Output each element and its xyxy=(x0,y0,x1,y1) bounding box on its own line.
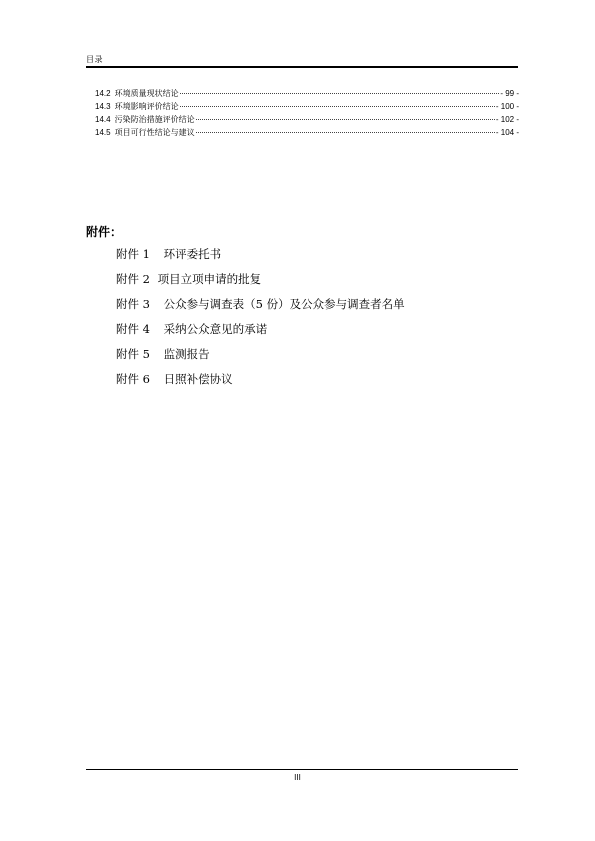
attachment-label: 附件 2 xyxy=(116,272,150,286)
toc-leader-dots xyxy=(180,106,495,107)
attachment-label: 附件 4 xyxy=(116,322,150,336)
header-title: 目录 xyxy=(86,55,103,64)
attachment-title: 公众参与调查表（5 份）及公众参与调查者名单 xyxy=(163,297,405,311)
attachment-title: 监测报告 xyxy=(163,347,210,361)
toc-leader-dots xyxy=(180,93,500,94)
attachment-item xyxy=(116,244,405,269)
attachment-item xyxy=(116,319,405,344)
attachment-label: 附件 3 xyxy=(116,297,150,311)
attachment-label: 附件 6 xyxy=(116,372,150,386)
attachment-item xyxy=(116,369,405,394)
toc-entry[interactable] xyxy=(95,113,519,126)
attachment-title: 项目立项申请的批复 xyxy=(157,272,262,286)
attachments-heading: 附件： xyxy=(86,225,123,239)
toc-entry[interactable] xyxy=(95,87,519,100)
toc-entry[interactable] xyxy=(95,126,519,139)
toc-leader-dots xyxy=(196,132,495,133)
attachment-title: 日照补偿协议 xyxy=(163,372,233,386)
attachment-label: 附件 5 xyxy=(116,347,150,361)
toc-entry[interactable] xyxy=(95,100,519,113)
toc-entry-number: 14.3 xyxy=(95,102,111,111)
attachment-title: 采纳公众意见的承诺 xyxy=(163,322,268,336)
footer-rule xyxy=(86,769,518,770)
attachment-item xyxy=(116,294,405,319)
toc-entry-title: 项目可行性结论与建议 xyxy=(114,128,195,137)
toc-entry-number: 14.4 xyxy=(95,115,111,124)
header-rule xyxy=(86,66,518,68)
toc-entry-title: 环境质量现状结论 xyxy=(114,89,179,98)
toc-entry-page: - 100 - xyxy=(495,102,519,111)
attachment-title: 环评委托书 xyxy=(163,247,222,261)
toc-entry-page: - 102 - xyxy=(495,115,519,124)
attachment-label: 附件 1 xyxy=(116,247,150,261)
toc-entry-number: 14.2 xyxy=(95,89,111,98)
page-number: III xyxy=(294,773,301,782)
attachments-list xyxy=(116,244,405,394)
toc-entry-page: - 99 - xyxy=(500,89,519,98)
toc-entry-title: 污染防治措施评价结论 xyxy=(114,115,195,124)
toc-leader-dots xyxy=(196,119,495,120)
table-of-contents xyxy=(95,87,519,139)
toc-entry-page: - 104 - xyxy=(495,128,519,137)
toc-entry-title: 环境影响评价结论 xyxy=(114,102,179,111)
toc-entry-number: 14.5 xyxy=(95,128,111,137)
attachment-item xyxy=(116,269,405,294)
attachment-item xyxy=(116,344,405,369)
